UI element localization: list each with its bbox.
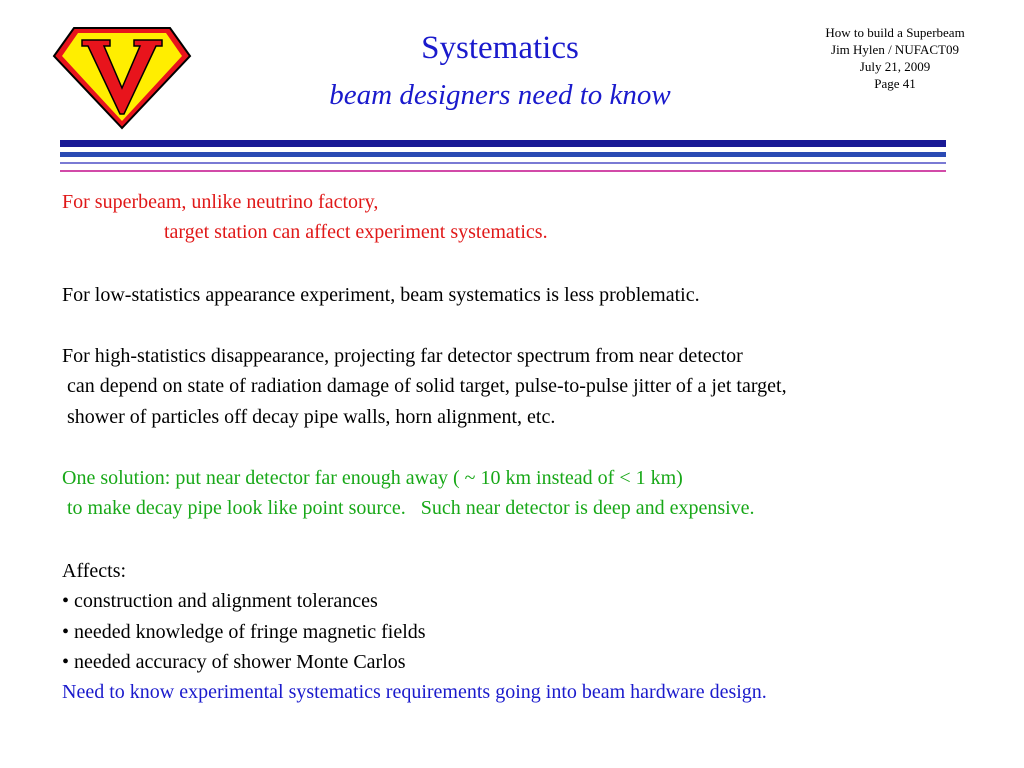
author: Jim Hylen / NUFACT09 xyxy=(831,42,959,57)
affects-heading: Affects: xyxy=(62,560,127,582)
page-subtitle: beam designers need to know xyxy=(329,79,671,111)
bullet-item: • needed knowledge of fringe magnetic fields xyxy=(62,621,426,643)
presentation-title: How to build a Superbeam xyxy=(825,25,965,40)
paragraph-4-line-1: One solution: put near detector far enough away ( ~ 10 km instead of < 1 km) xyxy=(62,467,683,489)
paragraph-1-line-1: For superbeam, unlike neutrino factory, xyxy=(62,191,379,213)
page-number: Page 41 xyxy=(874,76,916,91)
header-rule-pink xyxy=(60,170,946,172)
paragraph-3-line-1: For high-statistics disappearance, projecting far detector spectrum from near detector xyxy=(62,345,743,367)
paragraph-2: For low-statistics appearance experiment, beam systematics is less problematic. xyxy=(62,284,700,306)
paragraph-3-line-3: shower of particles off decay pipe walls, horn alignment, etc. xyxy=(62,406,556,428)
header-rule-dark xyxy=(60,140,946,147)
header-rule-light xyxy=(60,162,946,164)
paragraph-4-line-2: to make decay pipe look like point source. Such near detector is deep and expensive. xyxy=(62,497,755,519)
bullet-item: • construction and alignment tolerances xyxy=(62,590,378,612)
paragraph-1-line-2: target station can affect experiment systematics. xyxy=(164,221,548,243)
bullet-item: • needed accuracy of shower Monte Carlos xyxy=(62,651,406,673)
conclusion-line: Need to know experimental systematics requirements going into beam hardware design. xyxy=(62,681,767,703)
presentation-info xyxy=(780,24,1010,92)
superman-shield-logo-icon xyxy=(52,26,192,130)
paragraph-3-line-2: can depend on state of radiation damage of solid target, pulse-to-pulse jitter of a jet target, xyxy=(62,375,787,397)
date: July 21, 2009 xyxy=(859,59,931,74)
page-title: Systematics xyxy=(421,30,579,66)
header-rule-mid xyxy=(60,152,946,157)
